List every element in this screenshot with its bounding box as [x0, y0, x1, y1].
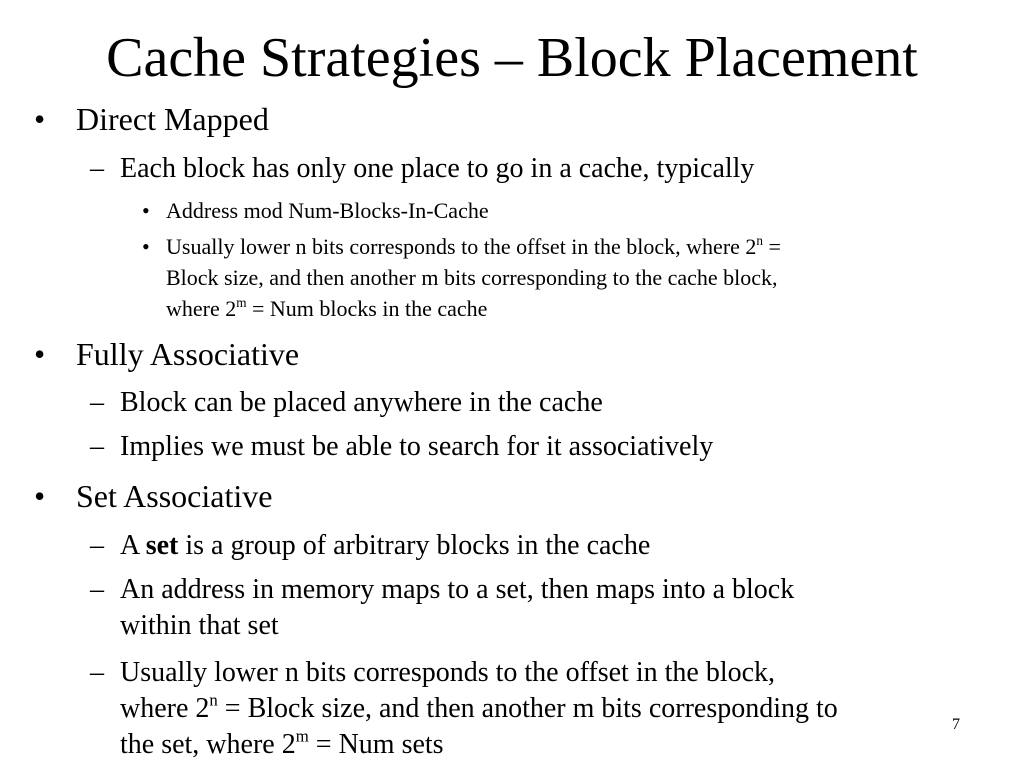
bullet-fully-associative — [34, 336, 300, 372]
slide-title: Cache Strategies – Block Placement — [106, 27, 918, 89]
fully-associative-heading: Fully Associative — [76, 336, 300, 372]
dash-marker: – — [90, 431, 104, 462]
bullet-marker: • — [142, 198, 150, 223]
dash-marker: – — [90, 574, 104, 605]
set-associative-sub1: A set is a group of arbitrary blocks in the cache — [120, 530, 651, 561]
dash-marker: – — [90, 657, 104, 688]
dash-marker: – — [90, 387, 104, 418]
bullet-marker: • — [142, 234, 150, 259]
sub-sub-bullet-direct-b — [142, 231, 781, 324]
direct-mapped-sub1-b-line2: Block size, and then another m bits corresponding to the cache block, — [166, 265, 778, 290]
dash-marker: – — [90, 530, 104, 561]
page-number: 7 — [952, 716, 960, 733]
bullet-set-associative — [34, 478, 273, 514]
bullet-direct-mapped — [34, 101, 269, 137]
set-associative-sub2-line1: An address in memory maps to a set, then maps into a block — [120, 574, 795, 605]
fully-associative-sub1: Block can be placed anywhere in the cache — [120, 387, 603, 418]
sub-bullet-fully-2 — [90, 429, 714, 465]
dash-marker: – — [90, 153, 104, 184]
direct-mapped-sub1-a: Address mod Num-Blocks-In-Cache — [166, 198, 489, 223]
direct-mapped-sub1: Each block has only one place to go in a cache, typically — [120, 153, 755, 184]
direct-mapped-heading: Direct Mapped — [76, 101, 269, 137]
sub-bullet-direct-1 — [90, 151, 755, 187]
sub-bullet-set-2 — [90, 572, 795, 644]
set-associative-sub3-line2: where $2^n$ = Block size, and then another m bits corresponding to — [120, 690, 838, 724]
set-associative-heading: Set Associative — [76, 478, 273, 514]
sub-bullet-set-3 — [90, 655, 838, 763]
direct-mapped-sub1-b-line1: Usually lower n bits corresponds to the offset in the block, where $2^n$ = — [166, 232, 781, 259]
fully-associative-sub2: Implies we must be able to search for it associatively — [120, 431, 714, 462]
bullet-marker: • — [34, 101, 46, 137]
set-associative-sub2-line2: within that set — [120, 610, 279, 641]
direct-mapped-sub1-b-line3: where $2^m$ = Num blocks in the cache — [166, 294, 488, 321]
sub-sub-bullet-direct-a — [142, 195, 489, 226]
bullet-marker: • — [34, 336, 46, 372]
bullet-marker: • — [34, 478, 46, 514]
set-associative-sub3-line1: Usually lower n bits corresponds to the offset in the block, — [120, 657, 776, 688]
sub-bullet-set-1 — [90, 528, 651, 564]
sub-bullet-fully-1 — [90, 385, 603, 421]
set-associative-sub3-line3: the set, where $2^m$ = Num sets — [120, 726, 444, 760]
